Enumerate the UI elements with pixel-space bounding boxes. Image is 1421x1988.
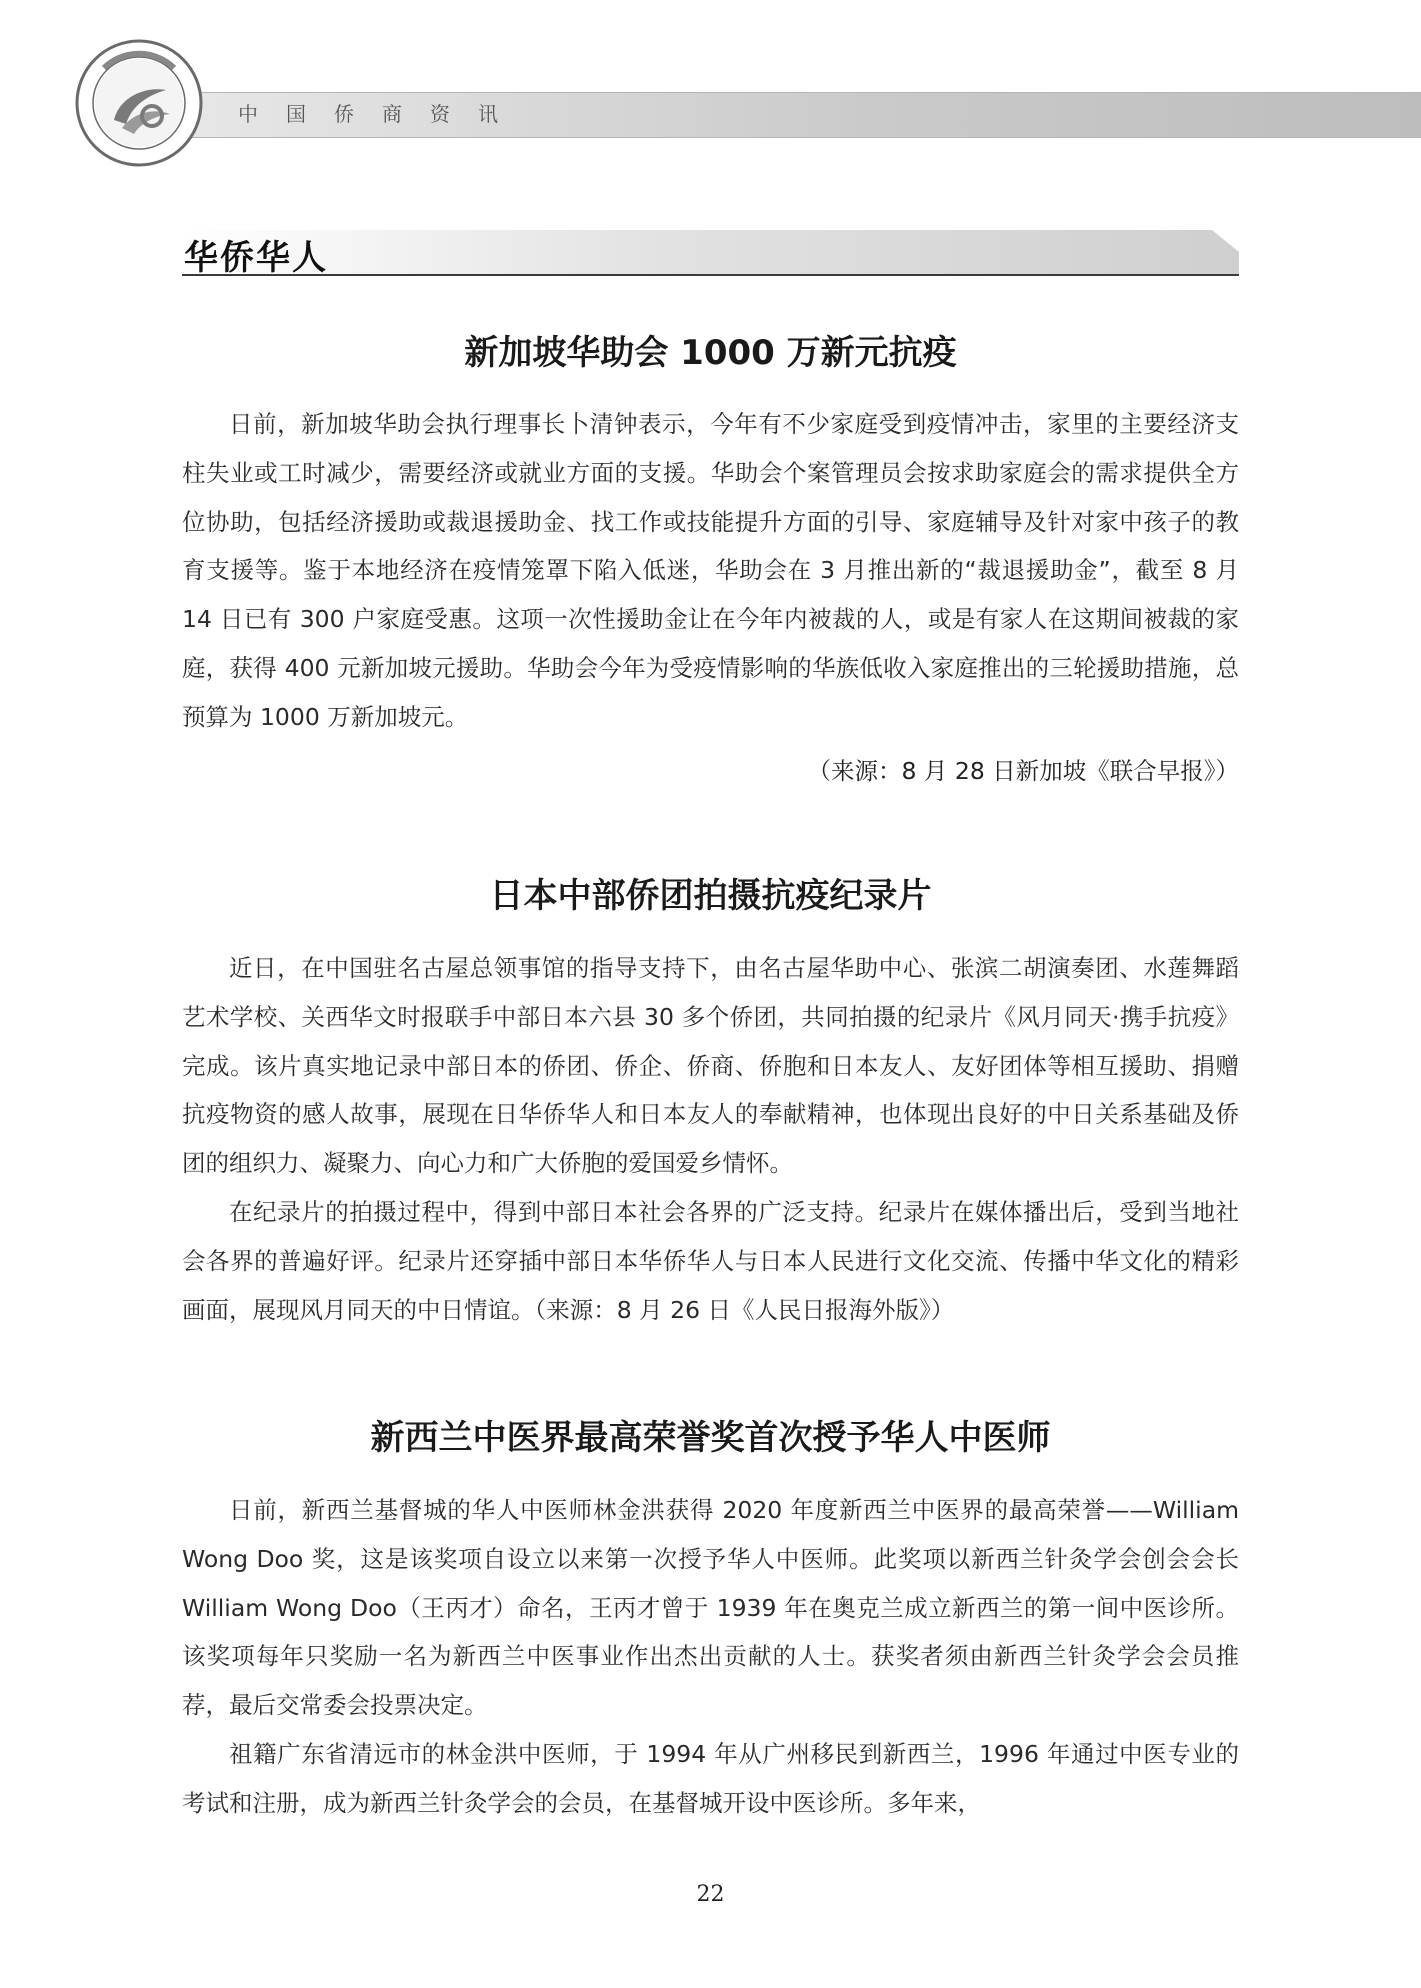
federation-logo-icon	[74, 38, 204, 168]
article-paragraph: 日前，新西兰基督城的华人中医师林金洪获得 2020 年度新西兰中医界的最高荣誉——William Wong Doo 奖，这是该奖项自设立以来第一次授予华人中医师。此奖项以新西兰针灸学会创会会长 William Wong Doo（王丙才）命名，王丙才曾于 1939 年在奥克兰成立新西兰的第一间中医诊所。该奖项每年只奖励一名为新西兰中医事业作出杰出贡献的人士。获奖者须由新西兰针灸学会会员推荐，最后交常委会投票决定。	[182, 1496, 1239, 1720]
page-number: 22	[696, 1882, 725, 1907]
header-title: 中国侨商资讯	[238, 102, 526, 126]
article-title-singapore: 新加坡华助会 1000 万新元抗疫	[464, 333, 957, 373]
article-source: （来源：8 月 28 日新加坡《联合早报》）	[807, 757, 1239, 785]
article-paragraph: 日前，新加坡华助会执行理事长卜清钟表示，今年有不少家庭受到疫情冲击，家里的主要经济支柱失业或工时减少，需要经济或就业方面的支援。华助会个案管理员会按求助家庭会的需求提供全方位协助，包括经济援助或裁退援助金、找工作或技能提升方面的引导、家庭辅导及针对家中孩子的教育支援等。鉴于本地经济在疫情笼罩下陷入低迷，华助会在 3 月推出新的“裁退援助金”，截至 8 月 14 日已有 300 户家庭受惠。这项一次性援助金让在今年内被裁的人，或是有家人在这期间被裁的家庭，获得 400 元新加坡元援助。华助会今年为受疫情影响的华族低收入家庭推出的三轮援助措施，总预算为 1000 万新加坡元。	[182, 410, 1239, 731]
section-tab	[182, 230, 1239, 276]
article-title-new-zealand: 新西兰中医界最高荣誉奖首次授予华人中医师	[370, 1418, 1051, 1458]
article-paragraph: 近日，在中国驻名古屋总领事馆的指导支持下，由名古屋华助中心、张滨二胡演奏团、水莲舞蹈艺术学校、关西华文时报联手中部日本六县 30 多个侨团，共同拍摄的纪录片《风月同天·携手抗疫》完成。该片真实地记录中部日本的侨团、侨企、侨商、侨胞和日本友人、友好团体等相互援助、捐赠抗疫物资的感人故事，展现在日华侨华人和日本友人的奉献精神，也体现出良好的中日关系基础及侨团的组织力、凝聚力、向心力和广大侨胞的爱国爱乡情怀。	[182, 954, 1239, 1178]
section-label: 华侨华人	[184, 238, 328, 278]
article-title-japan: 日本中部侨团拍摄抗疫纪录片	[489, 876, 932, 916]
article-paragraph: 在纪录片的拍摄过程中，得到中部日本社会各界的广泛支持。纪录片在媒体播出后，受到当地社会各界的普遍好评。纪录片还穿插中部日本华侨华人与日本人民进行文化交流、传播中华文化的精彩画面，展现风月同天的中日情谊。（来源：8 月 26 日《人民日报海外版》）	[182, 1198, 1239, 1324]
logo	[74, 38, 204, 168]
article-paragraph: 祖籍广东省清远市的林金洪中医师，于 1994 年从广州移民到新西兰，1996 年通过中医专业的考试和注册，成为新西兰针灸学会的会员，在基督城开设中医诊所。多年来，	[182, 1740, 1239, 1817]
